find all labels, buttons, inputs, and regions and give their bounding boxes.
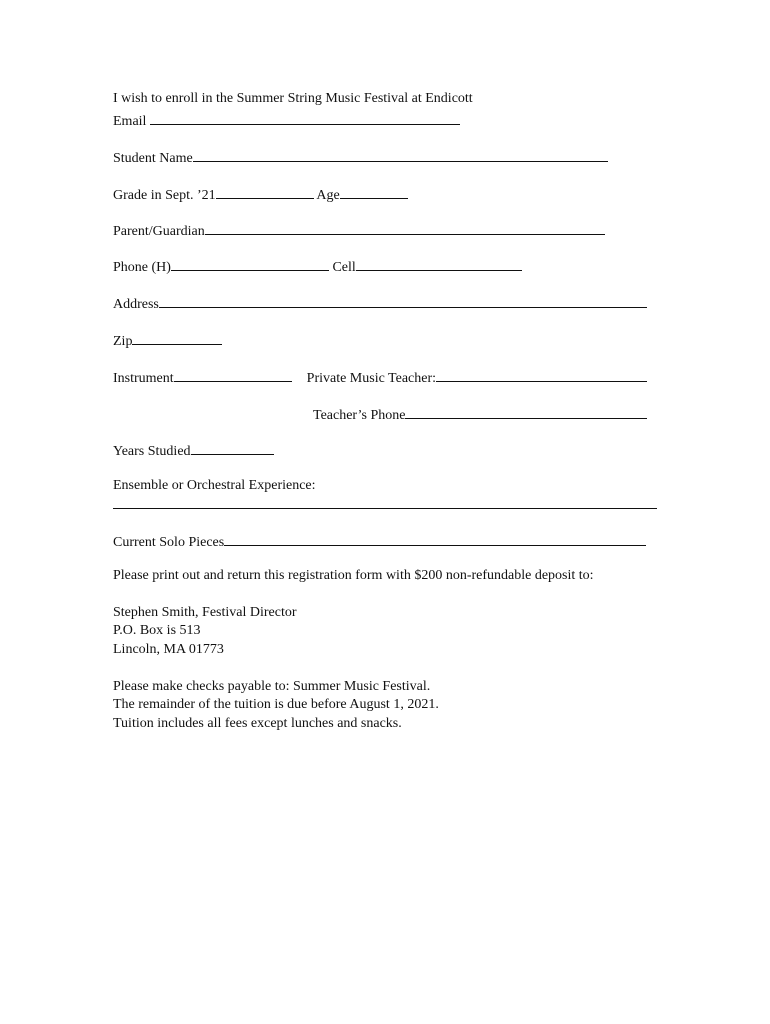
zip-row [113, 330, 222, 348]
ensemble-row [113, 477, 316, 495]
zip-field[interactable] [132, 330, 222, 345]
cell-label: Cell [332, 260, 356, 275]
instrument-label: Instrument [113, 371, 174, 386]
remainder-text: The remainder of the tuition is due before August 1, 2021. [113, 697, 439, 712]
parent-row [113, 220, 605, 238]
checks-text: Please make checks payable to: Summer Music Festival. [113, 679, 431, 694]
return-text: Please print out and return this registration form with $200 non-refundable deposit to: [113, 568, 594, 583]
email-label: Email [113, 114, 147, 129]
zip-label: Zip [113, 334, 133, 349]
email-field[interactable] [150, 110, 460, 125]
email-row [113, 110, 460, 128]
mail-address-line3 [113, 641, 224, 659]
student-name-field[interactable] [193, 147, 608, 162]
grade-label: Grade in Sept. ’21 [113, 188, 216, 203]
solo-pieces-row [113, 531, 646, 549]
intro-label: I wish to enroll in the Summer String Music Festival at Endicott [113, 91, 473, 106]
mail-address-line2 [113, 622, 201, 640]
phone-home-field[interactable] [171, 256, 329, 271]
student-name-row [113, 147, 608, 165]
cell-field[interactable] [356, 256, 522, 271]
years-studied-field[interactable] [191, 440, 274, 455]
ensemble-field[interactable] [113, 494, 657, 509]
solo-pieces-label: Current Solo Pieces [113, 535, 225, 550]
student-name-label: Student Name [113, 151, 193, 166]
private-teacher-field[interactable] [436, 367, 647, 382]
city-zip: Lincoln, MA 01773 [113, 642, 224, 657]
ensemble-label: Ensemble or Orchestral Experience: [113, 478, 316, 493]
checks-note [113, 678, 430, 696]
return-instructions [113, 567, 594, 585]
age-label: Age [316, 188, 340, 203]
ensemble-line-row [113, 494, 657, 512]
grade-field[interactable] [216, 184, 314, 199]
teacher-phone-row [313, 404, 647, 422]
teacher-phone-label: Teacher’s Phone [313, 408, 406, 423]
instrument-row [113, 367, 647, 385]
director-name: Stephen Smith, Festival Director [113, 605, 297, 620]
po-box: P.O. Box is 513 [113, 623, 201, 638]
age-field[interactable] [340, 184, 408, 199]
phone-home-label: Phone (H) [113, 260, 171, 275]
parent-field[interactable] [205, 220, 605, 235]
address-row [113, 293, 647, 311]
mail-address-line1 [113, 604, 297, 622]
address-field[interactable] [159, 293, 647, 308]
includes-note [113, 715, 402, 733]
intro-text [113, 90, 473, 108]
remainder-note [113, 696, 439, 714]
solo-pieces-field[interactable] [224, 531, 646, 546]
private-teacher-label: Private Music Teacher: [306, 371, 437, 386]
instrument-field[interactable] [174, 367, 292, 382]
parent-label: Parent/Guardian [113, 224, 205, 239]
years-studied-row [113, 440, 274, 458]
phone-row [113, 256, 522, 274]
includes-text: Tuition includes all fees except lunches and snacks. [113, 716, 402, 731]
grade-age-row [113, 184, 408, 202]
teacher-phone-field[interactable] [405, 404, 647, 419]
address-label: Address [113, 297, 159, 312]
years-studied-label: Years Studied [113, 444, 191, 459]
